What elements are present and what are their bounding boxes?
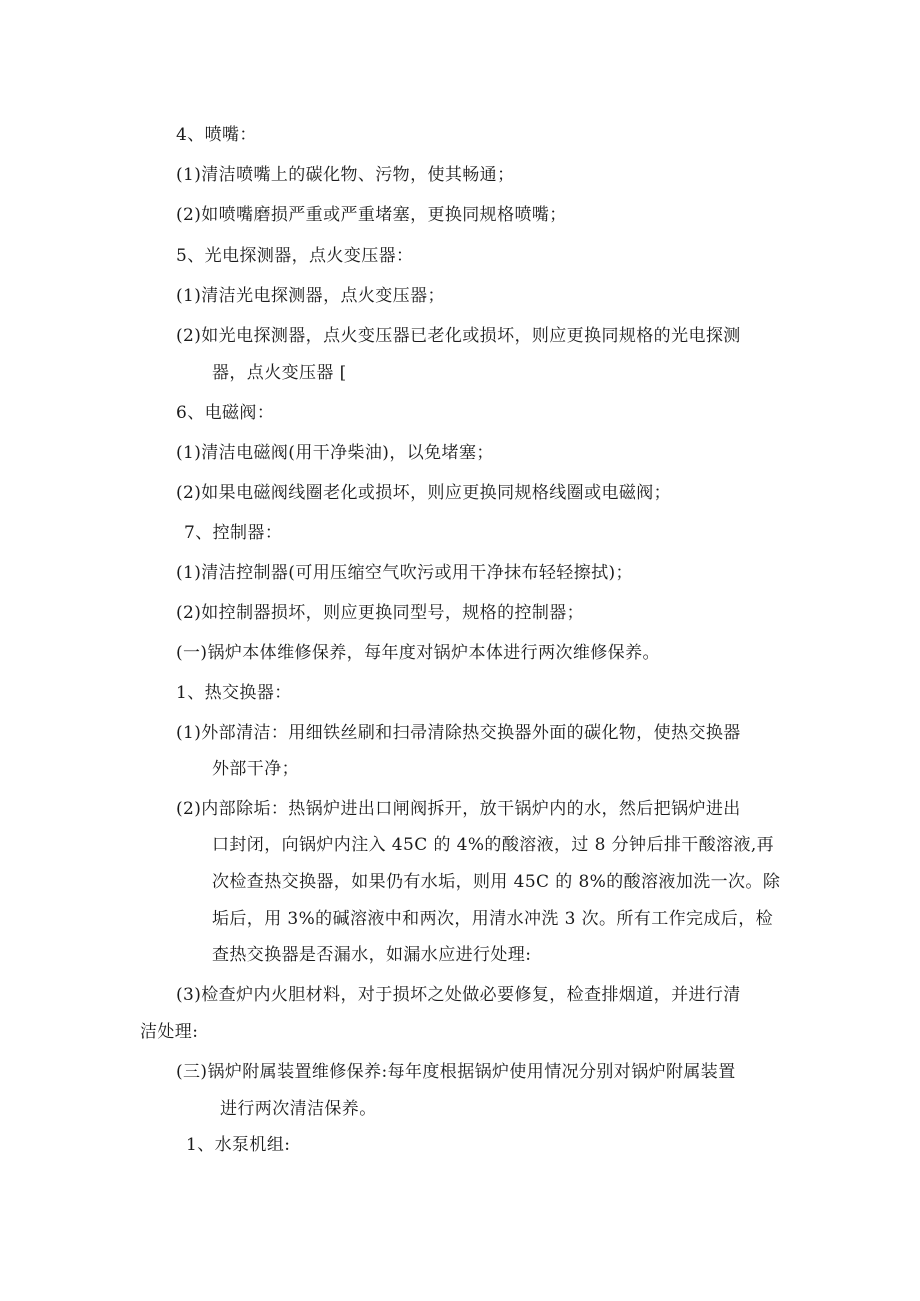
heat-exchanger-item-2-line-4: 垢后，用 3%的碱溶液中和两次，用清水冲洗 3 次。所有工作完成后，检 xyxy=(212,909,773,929)
heat-exchanger-item-1-line-1: (1)外部清洁：用细铁丝刷和扫帚清除热交换器外面的碳化物，使热交换器 xyxy=(176,723,741,743)
section-5-heading: 5、光电探测器，点火变压器： xyxy=(176,246,414,266)
section-6-heading: 6、电磁阀： xyxy=(176,403,275,423)
section-7-heading: 7、控制器： xyxy=(184,523,283,543)
section-7-item-2: (2)如控制器损坏，则应更换同型号，规格的控制器； xyxy=(176,603,585,623)
part-three-line-1: (三)锅炉附属装置维修保养:每年度根据锅炉使用情况分别对锅炉附属装置 xyxy=(176,1062,736,1082)
part-one-heading: (一)锅炉本体维修保养，每年度对锅炉本体进行两次维修保养。 xyxy=(176,643,660,663)
item-3-line-2: 洁处理: xyxy=(140,1022,199,1042)
heat-exchanger-item-2-line-3: 次检查热交换器，如果仍有水垢，则用 45C 的 8%的酸溶液加洗一次。除 xyxy=(212,872,781,892)
section-4-item-2: (2)如喷嘴磨损严重或严重堵塞，更换同规格喷嘴； xyxy=(176,205,567,225)
heat-exchanger-item-1-line-2: 外部干净； xyxy=(212,759,299,779)
item-3-line-1: (3)检查炉内火胆材料，对于损坏之处做必要修复，检查排烟道，并进行清 xyxy=(176,985,741,1005)
section-6-item-1: (1)清洁电磁阀(用干净柴油)，以免堵塞； xyxy=(176,443,494,463)
heat-exchanger-heading: 1、热交换器： xyxy=(176,683,292,703)
section-5-item-1: (1)清洁光电探测器，点火变压器； xyxy=(176,286,445,306)
section-4-heading: 4、喷嘴： xyxy=(176,125,257,145)
section-4-item-1: (1)清洁喷嘴上的碳化物、污物，使其畅通； xyxy=(176,165,515,185)
section-5-item-2-line-1: (2)如光电探测器，点火变压器已老化或损坏，则应更换同规格的光电探测 xyxy=(176,326,741,346)
section-5-item-2-line-2: 器，点火变压器 [ xyxy=(212,363,347,383)
heat-exchanger-item-2-line-5: 查热交换器是否漏水，如漏水应进行处理: xyxy=(212,945,532,965)
heat-exchanger-item-2-line-1: (2)内部除垢：热锅炉进出口闸阀拆开，放干锅炉内的水，然后把锅炉进出 xyxy=(176,799,741,819)
heat-exchanger-item-2-line-2: 口封闭，向锅炉内注入 45C 的 4%的酸溶液，过 8 分钟后排干酸溶液,再 xyxy=(212,835,775,855)
section-7-item-1: (1)清洁控制器(可用压缩空气吹污或用干净抹布轻轻擦拭)； xyxy=(176,563,633,583)
part-three-line-2: 进行两次清洁保养。 xyxy=(220,1099,377,1119)
section-6-item-2: (2)如果电磁阀线圈老化或损坏，则应更换同规格线圈或电磁阀； xyxy=(176,483,672,503)
water-pump-heading: 1、水泵机组: xyxy=(186,1135,291,1155)
